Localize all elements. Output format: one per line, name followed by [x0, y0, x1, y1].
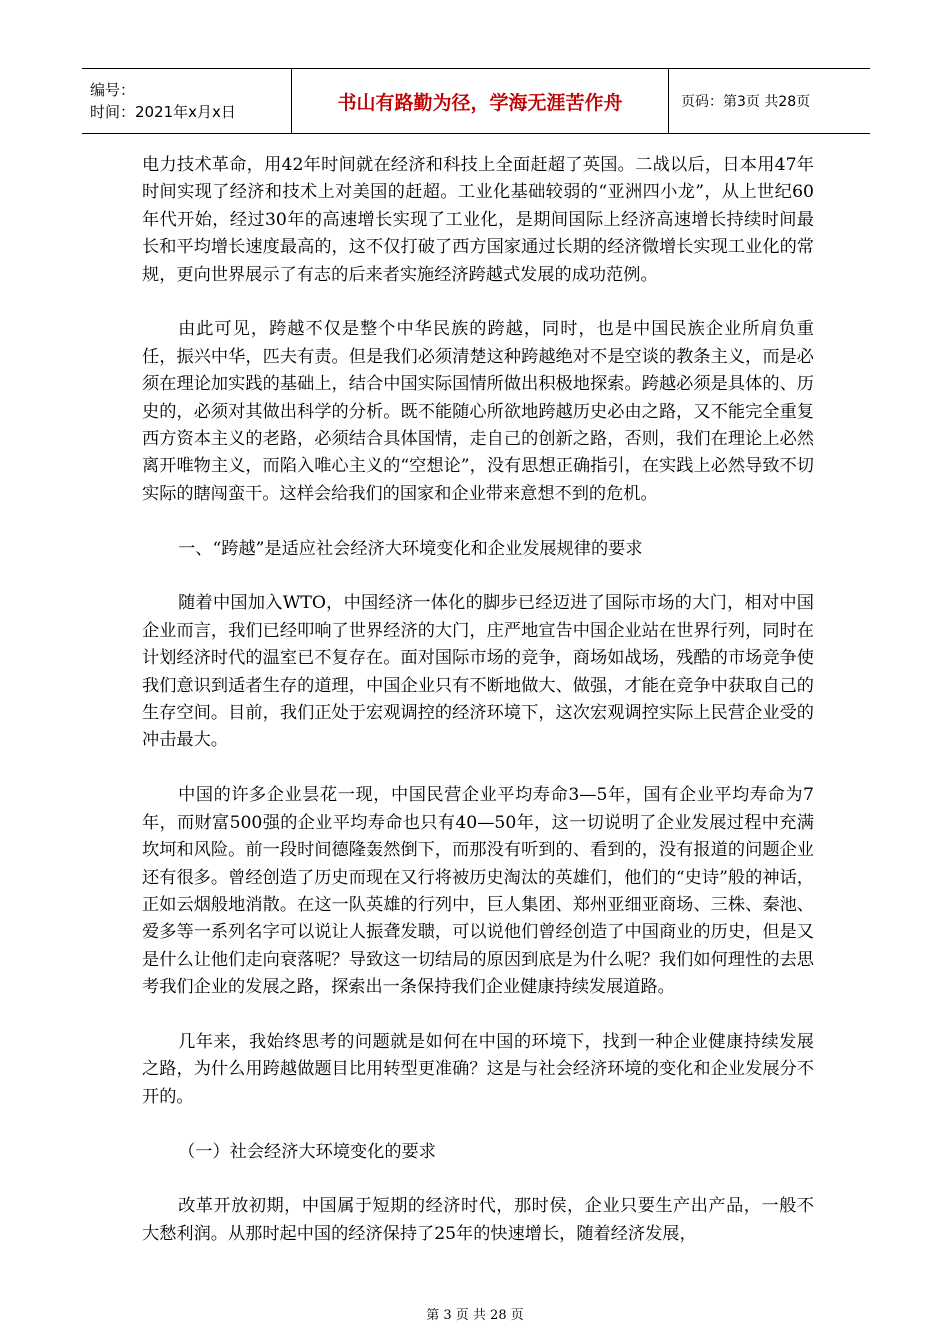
- paragraph: 几年来，我始终思考的问题就是如何在中国的环境下，找到一种企业健康持续发展之路，为什么用跨越做题目比用转型更准确？这是与社会经济环境的变化和企业发展分不开的。: [142, 1031, 814, 1107]
- document-body: [142, 152, 814, 1276]
- paragraph: 由此可见，跨越不仅是整个中华民族的跨越，同时，也是中国民族企业所肩负重任，振兴中华，匹夫有责。但是我们必须清楚这种跨越绝对不是空谈的教条主义，而是必须在理论加实践的基础上，结合中国实际国情所做出积极地探索。跨越必须是具体的、历史的，必须对其做出科学的分析。既不能随心所欲地跨越历史必由之路，又不能完全重复西方资本主义的老路，必须结合具体国情，走自己的创新之路，否则，我们在理论上必然离开唯物主义，而陷入唯心主义的“空想论”，没有思想正确指引，在实践上必然导致不切实际的瞎闯蛮干。这样会给我们的国家和企业带来意想不到的危机。: [142, 319, 814, 504]
- header-meta: [82, 69, 292, 134]
- document-number-label: 编号：: [90, 81, 136, 99]
- paragraph: 电力技术革命，用42年时间就在经济和科技上全面赶超了英国。二战以后，日本用47年时间实现了经济和技术上对美国的赶超。工业化基础较弱的“亚洲四小龙”，从上世纪60年代开始，经过30年的高速增长实现了工业化，是期间国际上经济高速增长持续时间最长和平均增长速度最高的，这不仅打破了西方国家通过长期的经济微增长实现工业化的常规，更向世界展示了有志的后来者实施经济跨越式发展的成功范例。: [142, 155, 814, 285]
- header-motto: 书山有路勤为径，学海无涯苦作舟: [292, 69, 669, 134]
- paragraph: 随着中国加入WTO，中国经济一体化的脚步已经迈进了国际市场的大门，相对中国企业而言，我们已经叩响了世界经济的大门，庄严地宣告中国企业站在世界行列，同时在计划经济时代的温室已不复存在。面对国际市场的竞争，商场如战场，残酷的市场竞争使我们意识到适者生存的道理，中国企业只有不断地做大、做强，才能在竞争中获取自己的生存空间。目前，我们正处于宏观调控的经济环境下，这次宏观调控实际上民营企业受的冲击最大。: [142, 593, 814, 751]
- subsection-heading: （一）社会经济大环境变化的要求: [178, 1141, 436, 1162]
- header-page-info: 页码：第3页 共28页: [669, 69, 871, 134]
- page-footer: 第 3 页 共 28 页: [426, 1308, 524, 1323]
- page-header: [82, 68, 870, 134]
- paragraph: 改革开放初期，中国属于短期的经济时代，那时侯，企业只要生产出产品，一般不大愁利润。从那时起中国的经济保持了25年的快速增长，随着经济发展，: [142, 1196, 814, 1244]
- document-time-label: 时间：2021年x月x日: [90, 103, 236, 121]
- paragraph: 中国的许多企业昙花一现，中国民营企业平均寿命3—5年，国有企业平均寿命为7年，而财富500强的企业平均寿命也只有40—50年，这一切说明了企业发展过程中充满坎坷和风险。前一段时间德隆轰然倒下，而那没有听到的、看到的，没有报道的问题企业还有很多。曾经创造了历史而现在又行将被历史淘汰的英雄们，他们的“史诗”般的神话，正如云烟般地消散。在这一队英雄的行列中，巨人集团、郑州亚细亚商场、三株、秦池、爱多等一系列名字可以说让人振聋发聩，可以说他们曾经创造了中国商业的历史，但是又是什么让他们走向衰落呢？导致这一切结局的原因到底是为什么呢？我们如何理性的去思考我们企业的发展之路，探索出一条保持我们企业健康持续发展道路。: [142, 785, 814, 998]
- section-heading: 一、“跨越”是适应社会经济大环境变化和企业发展规律的要求: [178, 538, 643, 559]
